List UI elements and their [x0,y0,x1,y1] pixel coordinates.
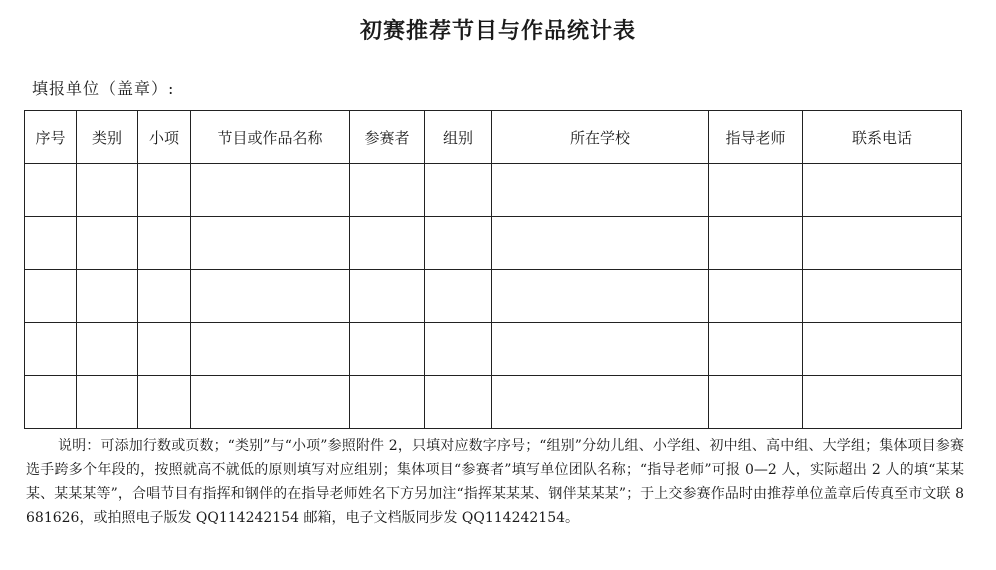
col-header-participant: 参赛者 [350,111,425,164]
col-header-index: 序号 [25,111,77,164]
table-cell[interactable] [77,323,138,376]
table-cell[interactable] [191,217,350,270]
table-row [25,323,962,376]
table-cell[interactable] [803,323,962,376]
table-cell[interactable] [138,217,191,270]
table-cell[interactable] [77,164,138,217]
table-cell[interactable] [425,270,492,323]
table-cell[interactable] [709,217,803,270]
table-cell[interactable] [425,376,492,429]
instructions-note: 说明：可添加行数或页数；“类别”与“小项”参照附件 2，只填对应数字序号；“组别”分幼儿组、小学组、初中组、高中组、大学组；集体项目参赛选手跨多个年段的，按照就高不就低的原则填写对应组别；集体项目“参赛者”填写单位团队名称；“指导老师”可报 0—2 人，实际超出 2 人的填“某某某、某某某等”，合唱节目有指挥和钢伴的在指导老师姓名下方另加注“指挥某某某、钢伴某某某”；于上交参赛作品时由推荐单位盖章后传真至市文联 8681626，或拍照电子版发 QQ114242154 邮箱，电子文档版同步发 QQ114242154。 [26,438,964,526]
table-cell[interactable] [25,270,77,323]
table-cell[interactable] [191,164,350,217]
table-cell[interactable] [350,376,425,429]
col-header-category: 类别 [77,111,138,164]
table-cell[interactable] [425,217,492,270]
table-cell[interactable] [138,164,191,217]
table-cell[interactable] [25,164,77,217]
table-cell[interactable] [709,164,803,217]
table-cell[interactable] [709,323,803,376]
table-cell[interactable] [803,270,962,323]
table-cell[interactable] [803,217,962,270]
col-header-phone: 联系电话 [803,111,962,164]
table-cell[interactable] [425,323,492,376]
table-cell[interactable] [191,376,350,429]
col-header-subitem: 小项 [138,111,191,164]
table-cell[interactable] [425,164,492,217]
table-cell[interactable] [350,270,425,323]
reporting-unit-label: 填报单位（盖章）: [32,79,175,98]
table-cell[interactable] [25,376,77,429]
table-cell[interactable] [138,376,191,429]
table-row [25,376,962,429]
col-header-group: 组别 [425,111,492,164]
table-cell[interactable] [709,376,803,429]
table-cell[interactable] [138,270,191,323]
table-cell[interactable] [492,217,709,270]
table-cell[interactable] [803,164,962,217]
col-header-school: 所在学校 [492,111,709,164]
table-cell[interactable] [492,376,709,429]
table-cell[interactable] [492,270,709,323]
table-cell[interactable] [138,323,191,376]
table-cell[interactable] [709,270,803,323]
page-title: 初赛推荐节目与作品统计表 [359,18,636,44]
table-cell[interactable] [77,376,138,429]
table-cell[interactable] [350,323,425,376]
table-cell[interactable] [191,323,350,376]
col-header-instructor: 指导老师 [709,111,803,164]
statistics-table [24,110,962,429]
table-cell[interactable] [350,164,425,217]
header-row [25,111,962,164]
table-cell[interactable] [191,270,350,323]
table-cell[interactable] [492,323,709,376]
table-cell[interactable] [492,164,709,217]
col-header-work-name: 节目或作品名称 [191,111,350,164]
table-row [25,217,962,270]
table-cell[interactable] [25,323,77,376]
table-cell[interactable] [350,217,425,270]
table-cell[interactable] [77,217,138,270]
table-row [25,164,962,217]
table-cell[interactable] [77,270,138,323]
table-row [25,270,962,323]
table-cell[interactable] [25,217,77,270]
table-cell[interactable] [803,376,962,429]
